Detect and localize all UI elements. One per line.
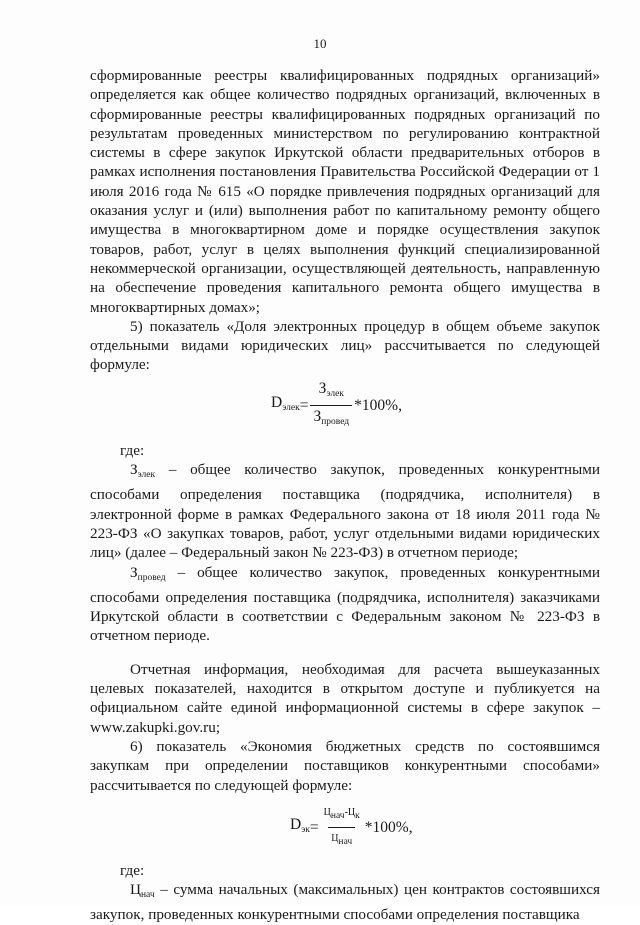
formula-fraction [321,803,363,853]
formula-equals: = [299,396,309,414]
definition-z-proved: $З_{провед}$ – общее количество закупок, проведенных конкурентными способами определения поставщика (подрядчика, исполнителя) заказчиками Иркутской области в соответствии с Федеральным законом № 223-ФЗ в отчетном периоде. [90,563,600,645]
formula-equals: = [309,818,319,836]
formula-numerator: $З_{элек}$ [318,379,344,399]
page-number: 10 [313,36,327,51]
definition-c-nach: $Ц_{нач}$ – сумма начальных (максимальных) цен контрактов состоявшихся закупок, проведенных конкурентными способами определения поставщика [90,881,600,924]
paragraph-reporting-info: Отчетная информация, необходимая для расчета вышеуказанных целевых показателей, находится в открытом доступе и публикуется на официальном сайте единой информационной системы в сфере закупок – www.zakupki.gov.ru; [90,660,600,736]
where-label: где: [120,861,145,879]
formula-lhs: $D_{эк}$ [290,815,310,835]
formula-fraction [310,379,352,433]
formula-lhs: $D_{элек}$ [271,393,300,413]
formula-multiplier: *100%, [354,396,402,414]
definition-z-elek: $З_{элек}$ – общее количество закупок, проведенных конкурентными способами определения поставщика (подрядчика, исполнителя) в электронной форме в рамках Федерального закона от 18 июля 2011 года № 223-ФЗ «О закупках товаров, работ, услуг отдельными видами юридических лиц» (далее – Федеральный закон № 223-ФЗ) в отчетном периоде; [90,461,600,562]
document-body [90,66,600,925]
formula-budget-savings [90,795,600,861]
formula-numerator: Цнач-Цк [323,806,360,821]
formula-multiplier: *100%, [364,818,413,836]
paragraph-indicator-5: 5) показатель «Доля электронных процедур в общем объеме закупок отдельными видами юридических лиц» рассчитывается по следующей формуле: [90,317,600,374]
where-label: где: [120,441,145,459]
paragraph-registry-continuation: сформированные реестры квалифицированных подрядных организаций» определяется как общее количество подрядных организаций, включенных в сформированные реестры квалифицированных подрядных организаций по результатам проведенных министерством по регулированию контрактной системы в сфере закупок Иркутской области предварительных отборов в рамках исполнения постановления Правительства Российской Федерации от 1 июля 2016 года № 615 «О порядке привлечения подрядных организаций для оказания услуг и (или) выполнения работ по капитальному ремонту общего имущества в многоквартирном доме и порядке осуществления закупок товаров, работ, услуг в целях выполнения функций специализированной некоммерческой организации, осуществляющей деятельность, направленную на обеспечение проведения капитального ремонта общего имущества в многоквартирных домах»; [90,67,600,316]
formula-electronic-share [90,375,600,441]
formula-denominator: $З_{провед}$ [310,405,352,432]
paragraph-indicator-6: 6) показатель «Экономия бюджетных средств по состоявшимся закупкам при определении поставщиков конкурентными способами» рассчитывается по следующей формуле: [90,737,600,794]
formula-denominator: Цнач [328,827,355,852]
